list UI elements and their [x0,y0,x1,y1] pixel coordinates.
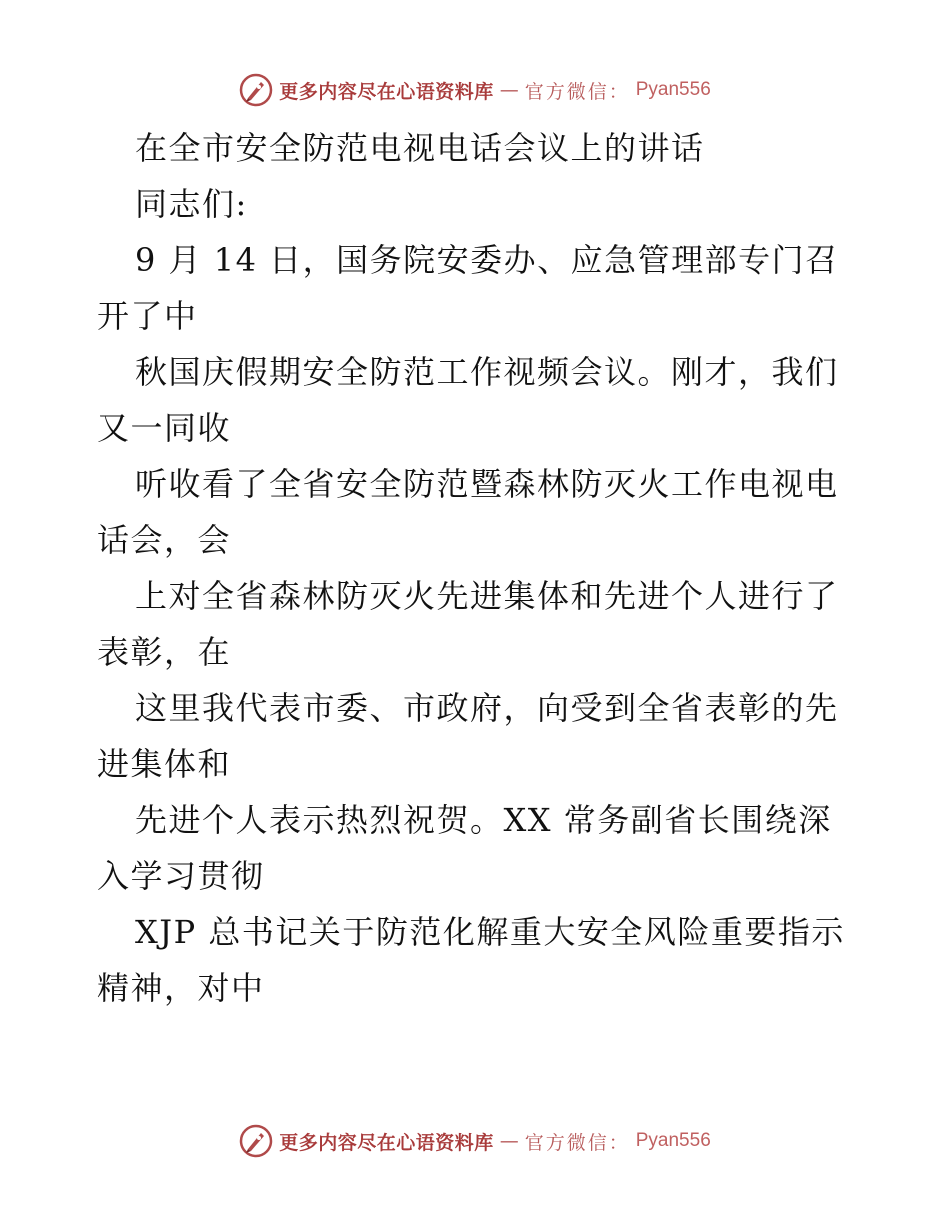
watermark-brand: 更多内容尽在心语资料库 [279,80,494,103]
text-line: 这里我代表市委、市政府，向受到全省表彰的先 [135,689,839,727]
watermark-channel: 官方微信： [524,1131,630,1154]
document-body [97,120,857,1016]
text-line: 9 月 14 日，国务院安委办、应急管理部专门召 [135,241,839,279]
watermark-separator: — [499,79,519,101]
watermark-brand: 更多内容尽在心语资料库 [279,1131,494,1154]
text-line: 开了中 [97,297,198,335]
text-line: 秋国庆假期安全防范工作视频会议。刚才，我们 [135,353,839,391]
text-line: XJP 总书记关于防范化解重大安全风险重要指示 [135,913,845,951]
text-line: 表彰，在 [97,633,232,671]
watermark-channel: 官方微信： [524,80,630,103]
watermark-id: Pyan556 [635,1130,711,1151]
quill-pen-logo-icon [239,1124,273,1158]
text-line: 在全市安全防范电视电话会议上的讲话 [135,129,705,167]
text-line: 听收看了全省安全防范暨森林防灭火工作电视电 [135,465,839,503]
header-watermark [0,70,950,110]
watermark-separator: — [499,1130,519,1152]
text-line: 进集体和 [97,745,232,783]
quill-pen-logo-icon [239,73,273,107]
text-line: 同志们: [135,185,248,223]
text-line: 先进个人表示热烈祝贺。XX 常务副省长围绕深 [135,801,832,839]
watermark-id: Pyan556 [635,79,711,100]
text-line: 精神，对中 [97,969,265,1007]
footer-watermark [0,1121,950,1161]
text-line: 又一同收 [97,409,232,447]
text-line: 入学习贯彻 [97,857,265,895]
text-line: 上对全省森林防灭火先进集体和先进个人进行了 [135,577,839,615]
text-line: 话会，会 [97,521,232,559]
